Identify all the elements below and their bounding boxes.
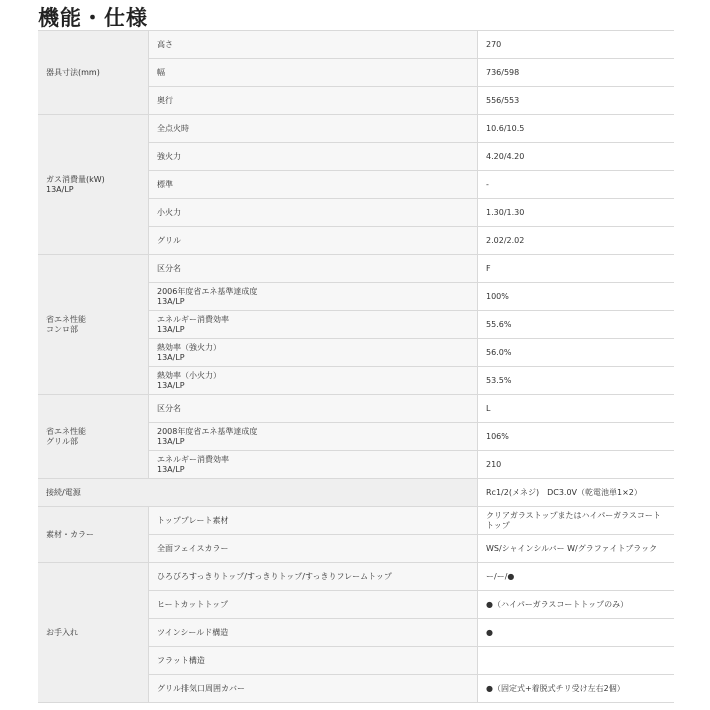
- value-cell: 1.30/1.30: [478, 199, 675, 227]
- value-cell: ●: [478, 619, 675, 647]
- value-cell: 55.6%: [478, 311, 675, 339]
- label-cell: トッププレート素材: [149, 507, 478, 535]
- table-row: [38, 395, 674, 423]
- label-cell: 2006年度省エネ基準達成度 13A/LP: [149, 283, 478, 311]
- label-cell: グリル排気口周囲カバー: [149, 675, 478, 703]
- label-cell: 区分名: [149, 255, 478, 283]
- value-cell: 2.02/2.02: [478, 227, 675, 255]
- group-cell: ガス消費量(kW) 13A/LP: [38, 115, 149, 255]
- value-cell: F: [478, 255, 675, 283]
- value-cell: 106%: [478, 423, 675, 451]
- spec-table: [38, 30, 674, 703]
- value-cell: L: [478, 395, 675, 423]
- group-cell: 省エネ性能 コンロ部: [38, 255, 149, 395]
- label-cell: 幅: [149, 59, 478, 87]
- value-cell: 4.20/4.20: [478, 143, 675, 171]
- label-cell: ヒートカットトップ: [149, 591, 478, 619]
- value-cell: 210: [478, 451, 675, 479]
- label-cell: エネルギー消費効率 13A/LP: [149, 451, 478, 479]
- label-cell: 2008年度省エネ基準達成度 13A/LP: [149, 423, 478, 451]
- table-row: [38, 31, 674, 59]
- label-cell: 強火力: [149, 143, 478, 171]
- label-cell: 奥行: [149, 87, 478, 115]
- label-cell: エネルギー消費効率 13A/LP: [149, 311, 478, 339]
- table-row: [38, 563, 674, 591]
- group-cell: お手入れ: [38, 563, 149, 703]
- value-cell: クリアガラストップまたはハイパーガラスコートトップ: [478, 507, 675, 535]
- group-cell: 器具寸法(mm): [38, 31, 149, 115]
- value-cell: 56.0%: [478, 339, 675, 367]
- label-cell: フラット構造: [149, 647, 478, 675]
- value-cell: Rc1/2(メネジ) DC3.0V（乾電池単1×2）: [478, 479, 675, 507]
- label-cell: 全面フェイスカラー: [149, 535, 478, 563]
- label-cell: 標準: [149, 171, 478, 199]
- value-cell: ●（固定式+着脱式チリ受け左右2個）: [478, 675, 675, 703]
- value-cell: ー/ー/●: [478, 563, 675, 591]
- value-cell: 53.5%: [478, 367, 675, 395]
- value-cell: -: [478, 171, 675, 199]
- value-cell: 10.6/10.5: [478, 115, 675, 143]
- label-cell: ツインシールド構造: [149, 619, 478, 647]
- label-cell: ひろびろすっきりトップ/すっきりトップ/すっきりフレームトップ: [149, 563, 478, 591]
- table-row: [38, 507, 674, 535]
- value-cell: 100%: [478, 283, 675, 311]
- label-cell: 高さ: [149, 31, 478, 59]
- value-cell: 736/598: [478, 59, 675, 87]
- value-cell: 270: [478, 31, 675, 59]
- group-cell: 素材・カラー: [38, 507, 149, 563]
- value-cell: 556/553: [478, 87, 675, 115]
- group-cell: 接続/電源: [38, 479, 478, 507]
- label-cell: 区分名: [149, 395, 478, 423]
- table-row: [38, 255, 674, 283]
- value-cell: ●（ハイパーガラスコートトップのみ）: [478, 591, 675, 619]
- label-cell: 小火力: [149, 199, 478, 227]
- label-cell: 熱効率（強火力） 13A/LP: [149, 339, 478, 367]
- group-cell: 省エネ性能 グリル部: [38, 395, 149, 479]
- value-cell: WS/シャインシルバー W/グラファイトブラック: [478, 535, 675, 563]
- label-cell: 熱効率（小火力） 13A/LP: [149, 367, 478, 395]
- table-row: [38, 115, 674, 143]
- table-row: [38, 479, 674, 507]
- label-cell: 全点火時: [149, 115, 478, 143]
- page-title: 機能・仕様: [38, 6, 148, 30]
- label-cell: グリル: [149, 227, 478, 255]
- value-cell: [478, 647, 675, 675]
